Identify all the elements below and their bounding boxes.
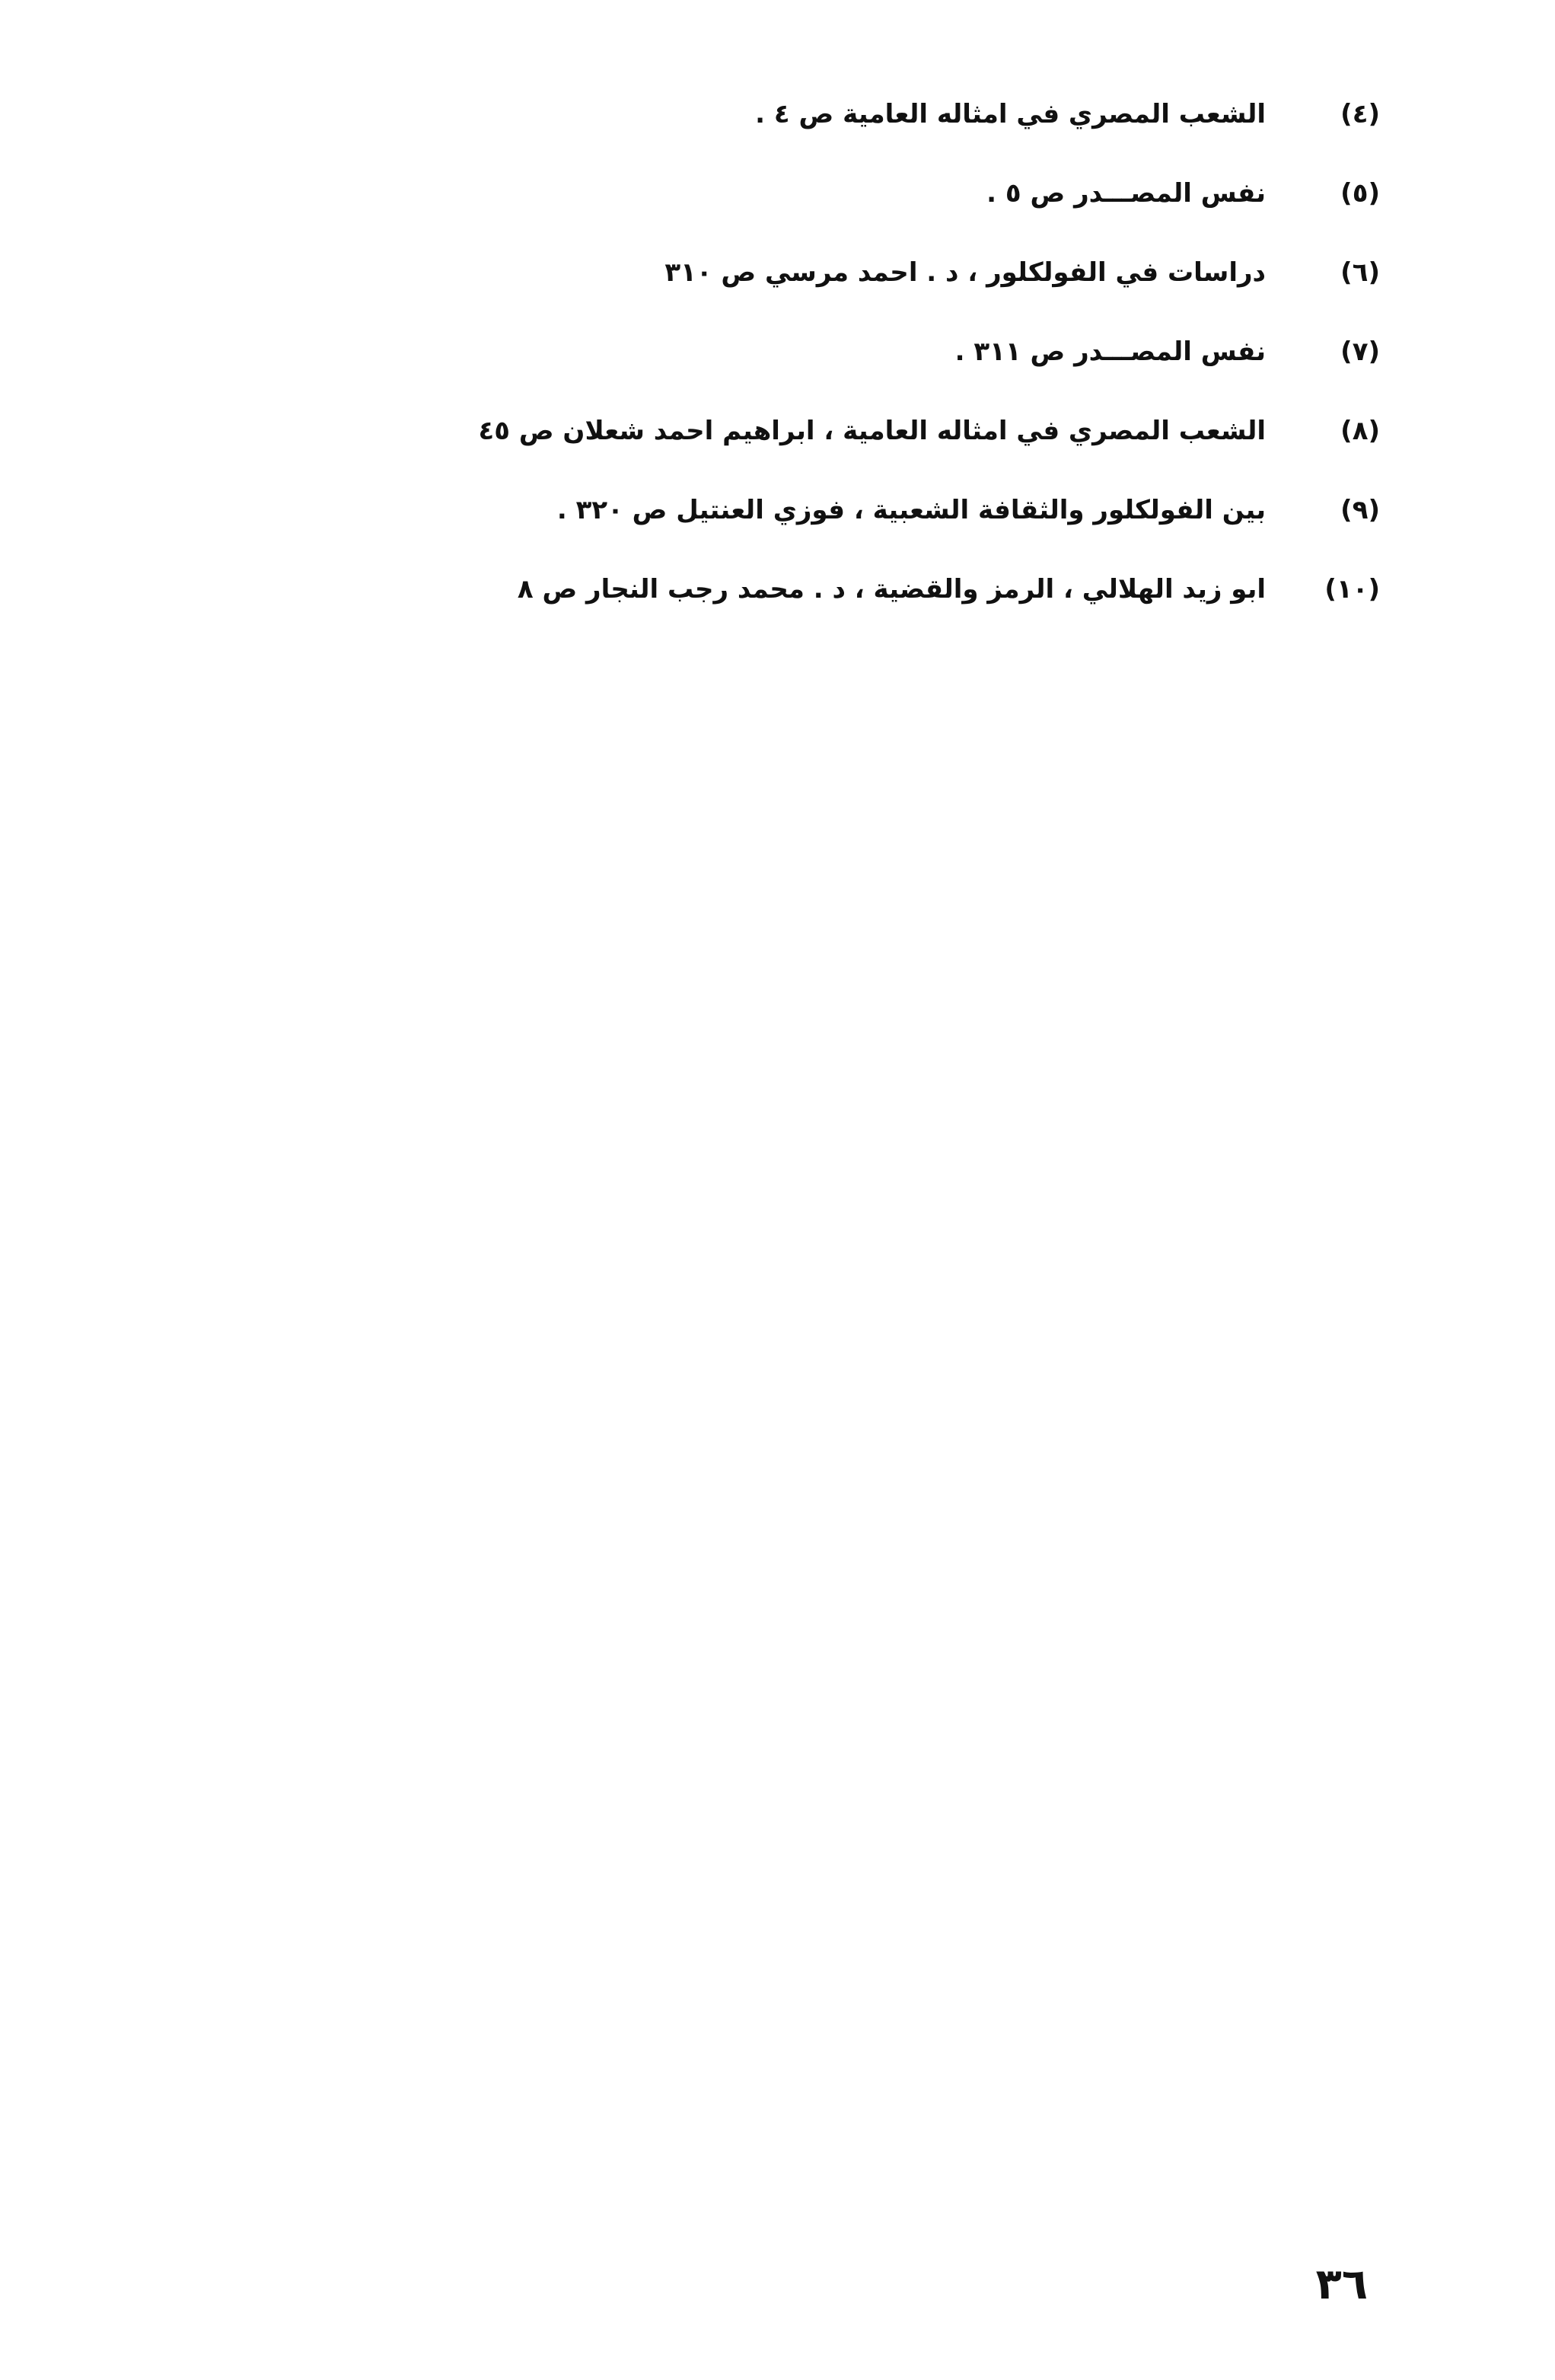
footnote-number: (٤)	[1340, 99, 1380, 129]
footnote-item	[162, 99, 1380, 178]
footnote-text: الشعب المصري في امثاله العامية ص ٤ .	[755, 99, 1266, 129]
footnotes-list	[162, 99, 1380, 653]
footnote-item	[162, 257, 1380, 337]
footnote-number: (٩)	[1340, 495, 1380, 525]
footnote-text: نفس المصـــدر ص ٣١١ .	[954, 337, 1266, 367]
footnote-text: بين الفولكلور والثقافة الشعبية ، فوزي العنتيل ص ٣٢٠ .	[556, 495, 1266, 525]
footnote-text: نفس المصـــدر ص ٥ .	[986, 178, 1266, 209]
footnote-number: (١٠)	[1324, 574, 1380, 605]
footnote-number: (٥)	[1340, 178, 1380, 209]
footnote-number: (٨)	[1340, 416, 1380, 446]
footnote-number: (٦)	[1340, 257, 1380, 288]
footnote-item	[162, 337, 1380, 416]
footnote-text: دراسات في الفولكلور ، د . احمد مرسي ص ٣١٠	[664, 257, 1266, 288]
footnote-number: (٧)	[1340, 337, 1380, 367]
footnote-item	[162, 178, 1380, 257]
page-number: ٣٦	[1315, 2260, 1368, 2309]
footnote-text: ابو زيد الهلالي ، الرمز والقضية ، د . محمد رجب النجار ص ٨	[517, 574, 1266, 605]
footnote-item	[162, 416, 1380, 495]
footnote-item	[162, 574, 1380, 653]
footnote-item	[162, 495, 1380, 574]
footnote-text: الشعب المصري في امثاله العامية ، ابراهيم احمد شعلان ص ٤٥	[478, 416, 1266, 446]
